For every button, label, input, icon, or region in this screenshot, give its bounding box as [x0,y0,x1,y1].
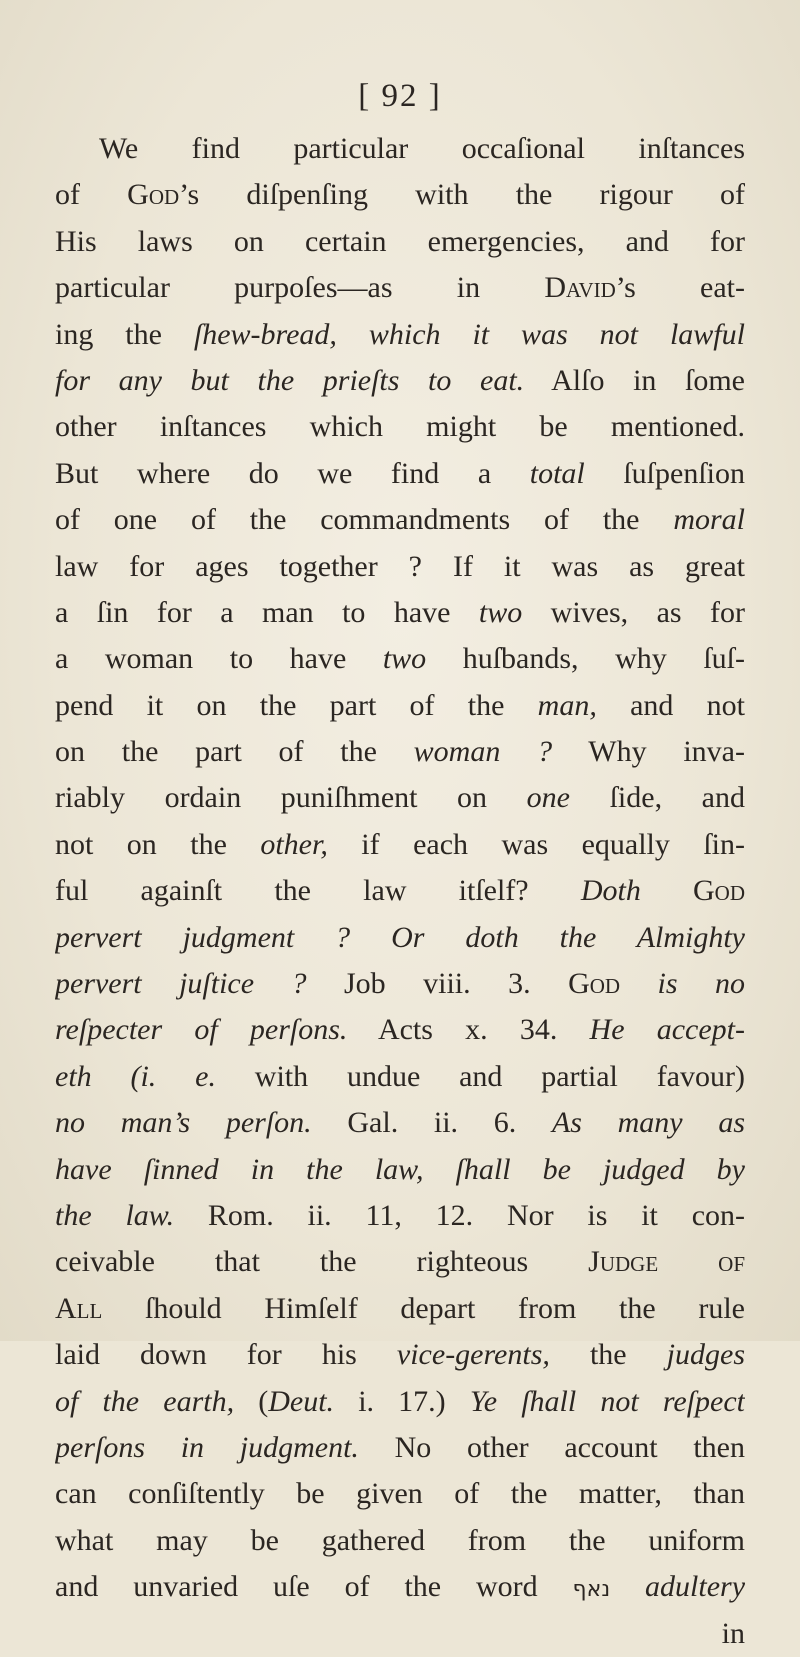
text-line [55,404,745,450]
text-run: two [382,642,427,676]
text-line [55,497,745,543]
text-run: the [549,1338,667,1372]
text-run: on the part of the [55,735,414,769]
text-line [55,265,745,311]
text-run: Job viii. 3. [306,967,569,1001]
text-run: a woman to have [55,642,383,676]
text-line [55,1332,745,1378]
text-run: ſhould Himſelf depart from the rule [102,1291,745,1325]
text-line [55,729,745,775]
text-run: have ſinned in the law, ſhall be judged by [55,1152,745,1186]
text-line [55,451,745,497]
text-run: of one of the commandments of the [55,503,674,537]
text-run: God [127,178,180,212]
text-run: what may be gathered from the uniform [55,1523,745,1557]
text-run: particular purpoſes—as in [55,271,545,305]
text-run: woman ? [413,735,553,769]
text-run: ſuſpenſion [584,456,745,490]
text-run [641,874,693,907]
text-run: judges [666,1338,745,1372]
text-line [55,868,745,914]
text-line [55,1054,745,1100]
hebrew-word: נאף [572,1577,611,1603]
text-run: is no [657,967,745,1001]
text-run: He accept- [589,1013,745,1047]
text-run: ’s eat- [615,271,745,305]
text-run: God [568,967,621,1001]
text-run: vice-gerents, [396,1338,550,1372]
text-line [55,1425,745,1471]
text-line [55,172,745,218]
text-run: total [529,456,585,490]
text-run: Judge of [588,1245,745,1279]
text-run: man, [537,688,597,722]
text-run: i. 17.) [334,1384,470,1418]
text-run: other inſtances which might be mentioned. [55,410,745,444]
text-run: ſide, and [570,781,745,815]
text-line [55,961,745,1007]
text-run: one [526,781,570,815]
text-run: All [55,1291,103,1325]
text-run: As many as [551,1106,745,1140]
text-run: pervert judgment ? Or doth the Almighty [55,920,745,954]
text-line [55,1147,745,1193]
text-run: ’s diſpenſing with the rigour of [179,178,745,212]
text-line [55,358,745,404]
text-run: if each was equally ſin- [327,827,745,861]
text-run: reſpecter of perſons. [55,1013,348,1047]
text-run: and not [596,688,745,722]
text-run: of the earth, [55,1384,235,1418]
text-run: in [721,1616,745,1650]
text-run: no man’s perſon. [55,1106,312,1140]
text-run: moral [673,503,745,537]
text-line [55,1471,745,1517]
text-run: Gal. ii. 6. [311,1106,552,1140]
text-line [55,1564,745,1610]
text-run: Ye ſhall not reſpect [469,1384,745,1418]
text-run: His laws on certain emergencies, and for [55,224,745,258]
text-run [610,1570,645,1603]
text-line [55,775,745,821]
text-run: Why inva- [552,735,745,769]
body-text [55,126,745,1657]
text-run: pervert juſtice ? [55,967,307,1001]
text-line [55,1239,745,1285]
text-run: ing the [55,317,194,351]
text-line [55,1193,745,1239]
text-run: the law. [55,1198,175,1232]
text-run: Rom. ii. 11, 12. Nor is it con- [174,1198,745,1232]
text-run: adultery [645,1570,745,1604]
text-run: Alſo in ſome [524,363,745,397]
text-line [55,590,745,636]
text-line [55,683,745,729]
text-line [55,126,745,172]
text-run [620,967,657,1000]
page-number: [ 92 ] [358,78,442,114]
text-run: ful againſt the law itſelf? [55,874,581,908]
text-line [55,636,745,682]
text-run: ſhew-bread, which it was not lawful [193,317,745,351]
text-run: perſons in judgment. [55,1430,359,1464]
text-run: other, [260,827,328,861]
text-run: for any but the prieſts to eat. [55,363,525,397]
text-run: a ſin for a man to have [55,595,479,629]
text-run: pend it on the part of the [55,688,538,722]
text-run: can conſiſtently be given of the matter, than [55,1477,745,1511]
text-run: riably ordain puniſhment on [55,781,527,815]
text-line [55,822,745,868]
text-run: wives, as for [522,595,745,629]
text-run: law for ages together ? If it was as great [55,549,745,583]
text-line [55,915,745,961]
text-run: Deut. [268,1384,335,1418]
text-run: of [55,178,128,212]
text-line [55,1611,745,1657]
text-run: Acts x. 34. [347,1013,590,1047]
text-run: two [478,595,523,629]
text-run: No other account then [358,1430,745,1464]
text-run: and unvaried uſe of the word [55,1570,573,1604]
text-run: But where do we find a [55,456,530,490]
text-run: Doth [580,874,641,908]
text-line [55,544,745,590]
text-run: huſbands, why ſuſ- [426,642,745,676]
text-line [55,219,745,265]
text-line [55,1100,745,1146]
text-line [55,1518,745,1564]
text-run: laid down for his [55,1338,397,1372]
text-run: ceivable that the righteous [55,1245,589,1279]
text-run: David [544,271,616,305]
text-run: God [693,874,745,908]
text-line [55,1286,745,1332]
text-line [55,1007,745,1053]
text-line [55,1379,745,1425]
text-run: eth (i. e. [55,1059,216,1093]
text-line [55,312,745,358]
text-run: not on the [55,827,261,861]
text-run: with undue and partial favour) [215,1059,745,1093]
text-run: ( [234,1384,269,1418]
text-run: We find particular occaſional inſtances [99,132,745,165]
